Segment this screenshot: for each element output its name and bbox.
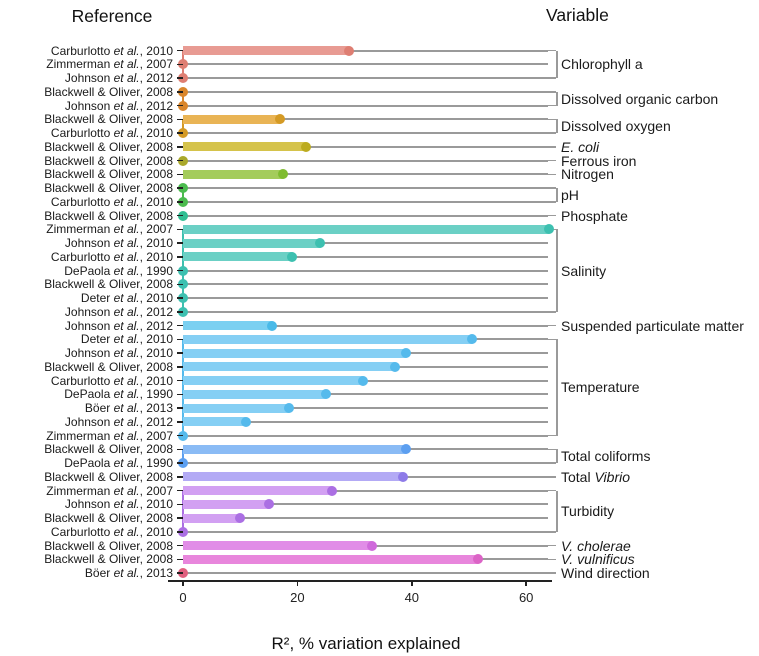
value-dot [235,513,245,523]
reference-label: Blackwell & Oliver, 2008 [44,208,173,223]
y-tick [177,215,183,217]
reference-label: Blackwell & Oliver, 2008 [44,112,173,127]
y-tick [177,435,183,437]
variable-bracket [548,77,556,79]
y-tick [177,325,183,327]
x-tick [525,580,527,586]
value-bar [183,142,310,151]
variable-bracket [548,105,556,107]
x-tick [411,580,413,586]
y-tick [177,297,183,299]
x-axis-label: R², % variation explained [271,634,461,653]
reference-label: Carburlotto et al., 2010 [50,373,173,388]
y-tick [177,91,183,93]
value-bar [183,321,276,330]
y-tick [177,201,183,203]
x-tick-label: 60 [518,590,534,605]
row-line [183,435,548,437]
row-line [183,311,548,313]
reference-label: Zimmerman et al., 2007 [46,428,173,443]
variable-label: Dissolved oxygen [561,118,671,135]
value-bar [183,390,330,399]
row-line [183,283,548,285]
reference-label: Johnson et al., 2012 [64,318,173,333]
x-tick-label: 40 [404,590,420,605]
y-tick [177,187,183,189]
variable-label: E. coli [561,138,600,155]
value-dot [398,472,408,482]
y-tick [177,407,183,409]
row-line [183,201,548,203]
x-axis-line [168,580,552,582]
variable-bracket [556,51,558,79]
variable-bracket [548,325,556,327]
variable-label: Ferrous iron [561,152,637,169]
reference-label: Blackwell & Oliver, 2008 [44,277,173,292]
value-bar [183,46,353,55]
value-dot [401,444,411,454]
x-tick [297,580,299,586]
y-tick [177,352,183,354]
value-bar [183,417,250,426]
y-tick [177,504,183,506]
y-tick [177,256,183,258]
row-line [183,297,548,299]
value-bar [183,115,284,124]
reference-label: Blackwell & Oliver, 2008 [44,442,173,457]
reference-label: Blackwell & Oliver, 2008 [44,167,173,182]
y-tick [177,394,183,396]
variable-bracket [548,545,556,547]
reference-label: Zimmerman et al., 2007 [46,222,173,237]
reference-label: DePaola et al., 1990 [64,387,173,402]
reference-label: Johnson et al., 2010 [64,497,173,512]
row-line [183,215,548,217]
x-tick-label: 20 [290,590,305,605]
x-tick [182,580,184,586]
row-line [183,132,548,134]
variable-bracket [548,490,556,492]
y-tick [177,132,183,134]
value-bar [183,239,324,248]
value-dot [544,224,554,234]
variable-bracket [548,449,556,451]
y-tick [177,311,183,313]
variable-bracket [548,91,556,93]
variable-label: V. cholerae [561,537,631,554]
reference-label: Zimmerman et al., 2007 [46,57,173,72]
value-bar [183,225,553,234]
reference-label: Blackwell & Oliver, 2008 [44,139,173,154]
row-line [183,187,548,189]
reference-label: Böer et al., 2013 [84,401,173,415]
reference-label: Johnson et al., 2012 [64,98,173,113]
variable-label: Temperature [561,379,640,396]
left-axis-title: Reference [71,6,153,26]
y-tick [177,146,183,148]
value-dot [284,403,294,413]
variable-bracket [548,572,556,574]
value-dot [473,554,483,564]
value-dot [275,114,285,124]
reference-label: Blackwell & Oliver, 2008 [44,538,173,553]
value-bar [183,500,273,509]
reference-label: Zimmerman et al., 2007 [46,483,173,498]
variable-label: V. vulnificus [561,551,635,568]
variable-bracket [548,559,556,561]
variable-bracket [548,174,556,176]
reference-label: Carburlotto et al., 2010 [50,126,173,140]
reference-label: Blackwell & Oliver, 2008 [44,552,173,567]
y-tick [177,119,183,121]
value-bar [183,445,410,454]
value-bar [183,376,367,385]
value-dot [267,321,277,331]
reference-label: Blackwell & Oliver, 2008 [44,359,173,374]
row-line [183,270,548,272]
row-line [183,105,548,107]
reference-label: Deter et al., 2010 [80,291,173,305]
reference-label: Blackwell & Oliver, 2008 [44,84,173,99]
group-spine [182,491,184,532]
reference-label: Carburlotto et al., 2010 [50,249,173,264]
y-tick [177,64,183,66]
variable-bracket [548,339,556,341]
variable-bracket [556,92,558,106]
value-bar [183,404,293,413]
y-tick [177,380,183,382]
row-line [183,531,548,533]
variable-label: Chlorophyll a [561,56,643,73]
variable-label: Phosphate [561,207,628,224]
variable-label: Total coliforms [561,448,651,465]
y-tick [177,77,183,79]
variable-label: Dissolved organic carbon [561,90,719,107]
reference-label: Blackwell & Oliver, 2008 [44,511,173,525]
reference-label: Carburlotto et al., 2010 [50,524,173,539]
variable-label: pH [561,186,579,203]
value-bar [183,349,410,358]
value-bar [183,486,336,495]
y-tick [177,490,183,492]
y-tick [177,50,183,52]
reference-label: Blackwell & Oliver, 2008 [44,181,173,195]
row-line [183,63,548,65]
y-tick [177,366,183,368]
variable-bracket [556,449,558,463]
variable-bracket [548,119,556,121]
y-tick [177,105,183,107]
y-tick [177,270,183,272]
variable-bracket [556,491,558,532]
variable-bracket [556,119,558,133]
reference-label: Carburlotto et al., 2010 [50,43,173,58]
y-tick [177,160,183,162]
value-dot [264,499,274,509]
reference-label: Blackwell & Oliver, 2008 [44,153,173,168]
reference-label: Johnson et al., 2012 [64,71,173,85]
value-dot [358,376,368,386]
value-dot [401,348,411,358]
row-line [183,160,548,162]
row-line [183,572,548,574]
y-tick [177,572,183,574]
variable-label: Suspended particulate matter [561,317,744,334]
y-tick [177,421,183,423]
value-dot [327,486,337,496]
row-line [183,462,548,464]
variable-bracket [548,435,556,437]
y-tick [177,229,183,231]
variable-label: Turbidity [561,503,615,520]
variable-bracket [548,311,556,313]
y-tick [177,174,183,176]
reference-label: Johnson et al., 2012 [64,304,173,319]
variable-label: Wind direction [561,565,650,581]
reference-label: Johnson et al., 2010 [64,236,173,250]
y-tick [177,339,183,341]
reference-label: Deter et al., 2010 [80,332,173,347]
y-tick [177,545,183,547]
variable-bracket [548,146,556,148]
y-tick [177,559,183,561]
y-tick [177,462,183,464]
value-bar [183,472,407,481]
variable-bracket [548,187,556,189]
reference-label: DePaola et al., 1990 [64,456,173,470]
value-dot [315,238,325,248]
y-tick [177,517,183,519]
y-tick [177,531,183,533]
y-tick [177,476,183,478]
row-line [183,77,548,79]
variable-bracket [548,215,556,217]
reference-label: Böer et al., 2013 [84,566,173,580]
reference-label: DePaola et al., 1990 [64,263,173,278]
value-dot [301,142,311,152]
reference-label: Johnson et al., 2010 [64,346,173,360]
variable-bracket [548,50,556,52]
variable-bracket [556,339,558,435]
y-tick [177,242,183,244]
value-dot [278,169,288,179]
y-tick [177,284,183,286]
row-line [183,91,548,93]
value-bar [183,170,287,179]
variable-bracket [548,476,556,478]
value-dot [367,541,377,551]
reference-label: Johnson et al., 2012 [64,414,173,429]
variable-bracket [548,531,556,533]
variable-bracket [556,229,558,312]
value-bar [183,541,376,550]
value-dot [467,334,477,344]
variable-bracket [548,132,556,134]
variable-label: Salinity [561,262,607,279]
value-dot [287,252,297,262]
reference-label: Carburlotto et al., 2010 [50,194,173,209]
value-bar [183,252,296,261]
right-axis-title: Variable [546,5,609,25]
variable-label: Nitrogen [561,166,614,183]
value-dot [344,46,354,56]
variable-bracket [548,462,556,464]
value-dot [241,417,251,427]
variable-label: Total Vibrio [561,468,631,485]
variable-bracket [556,188,558,202]
value-bar [183,335,476,344]
value-bar [183,362,399,371]
value-dot [321,389,331,399]
reference-label: Blackwell & Oliver, 2008 [44,469,173,484]
variable-bracket [548,160,556,162]
y-tick [177,449,183,451]
x-tick-label: 0 [179,590,187,605]
variable-bracket [548,201,556,203]
value-dot [390,362,400,372]
value-bar [183,555,482,564]
